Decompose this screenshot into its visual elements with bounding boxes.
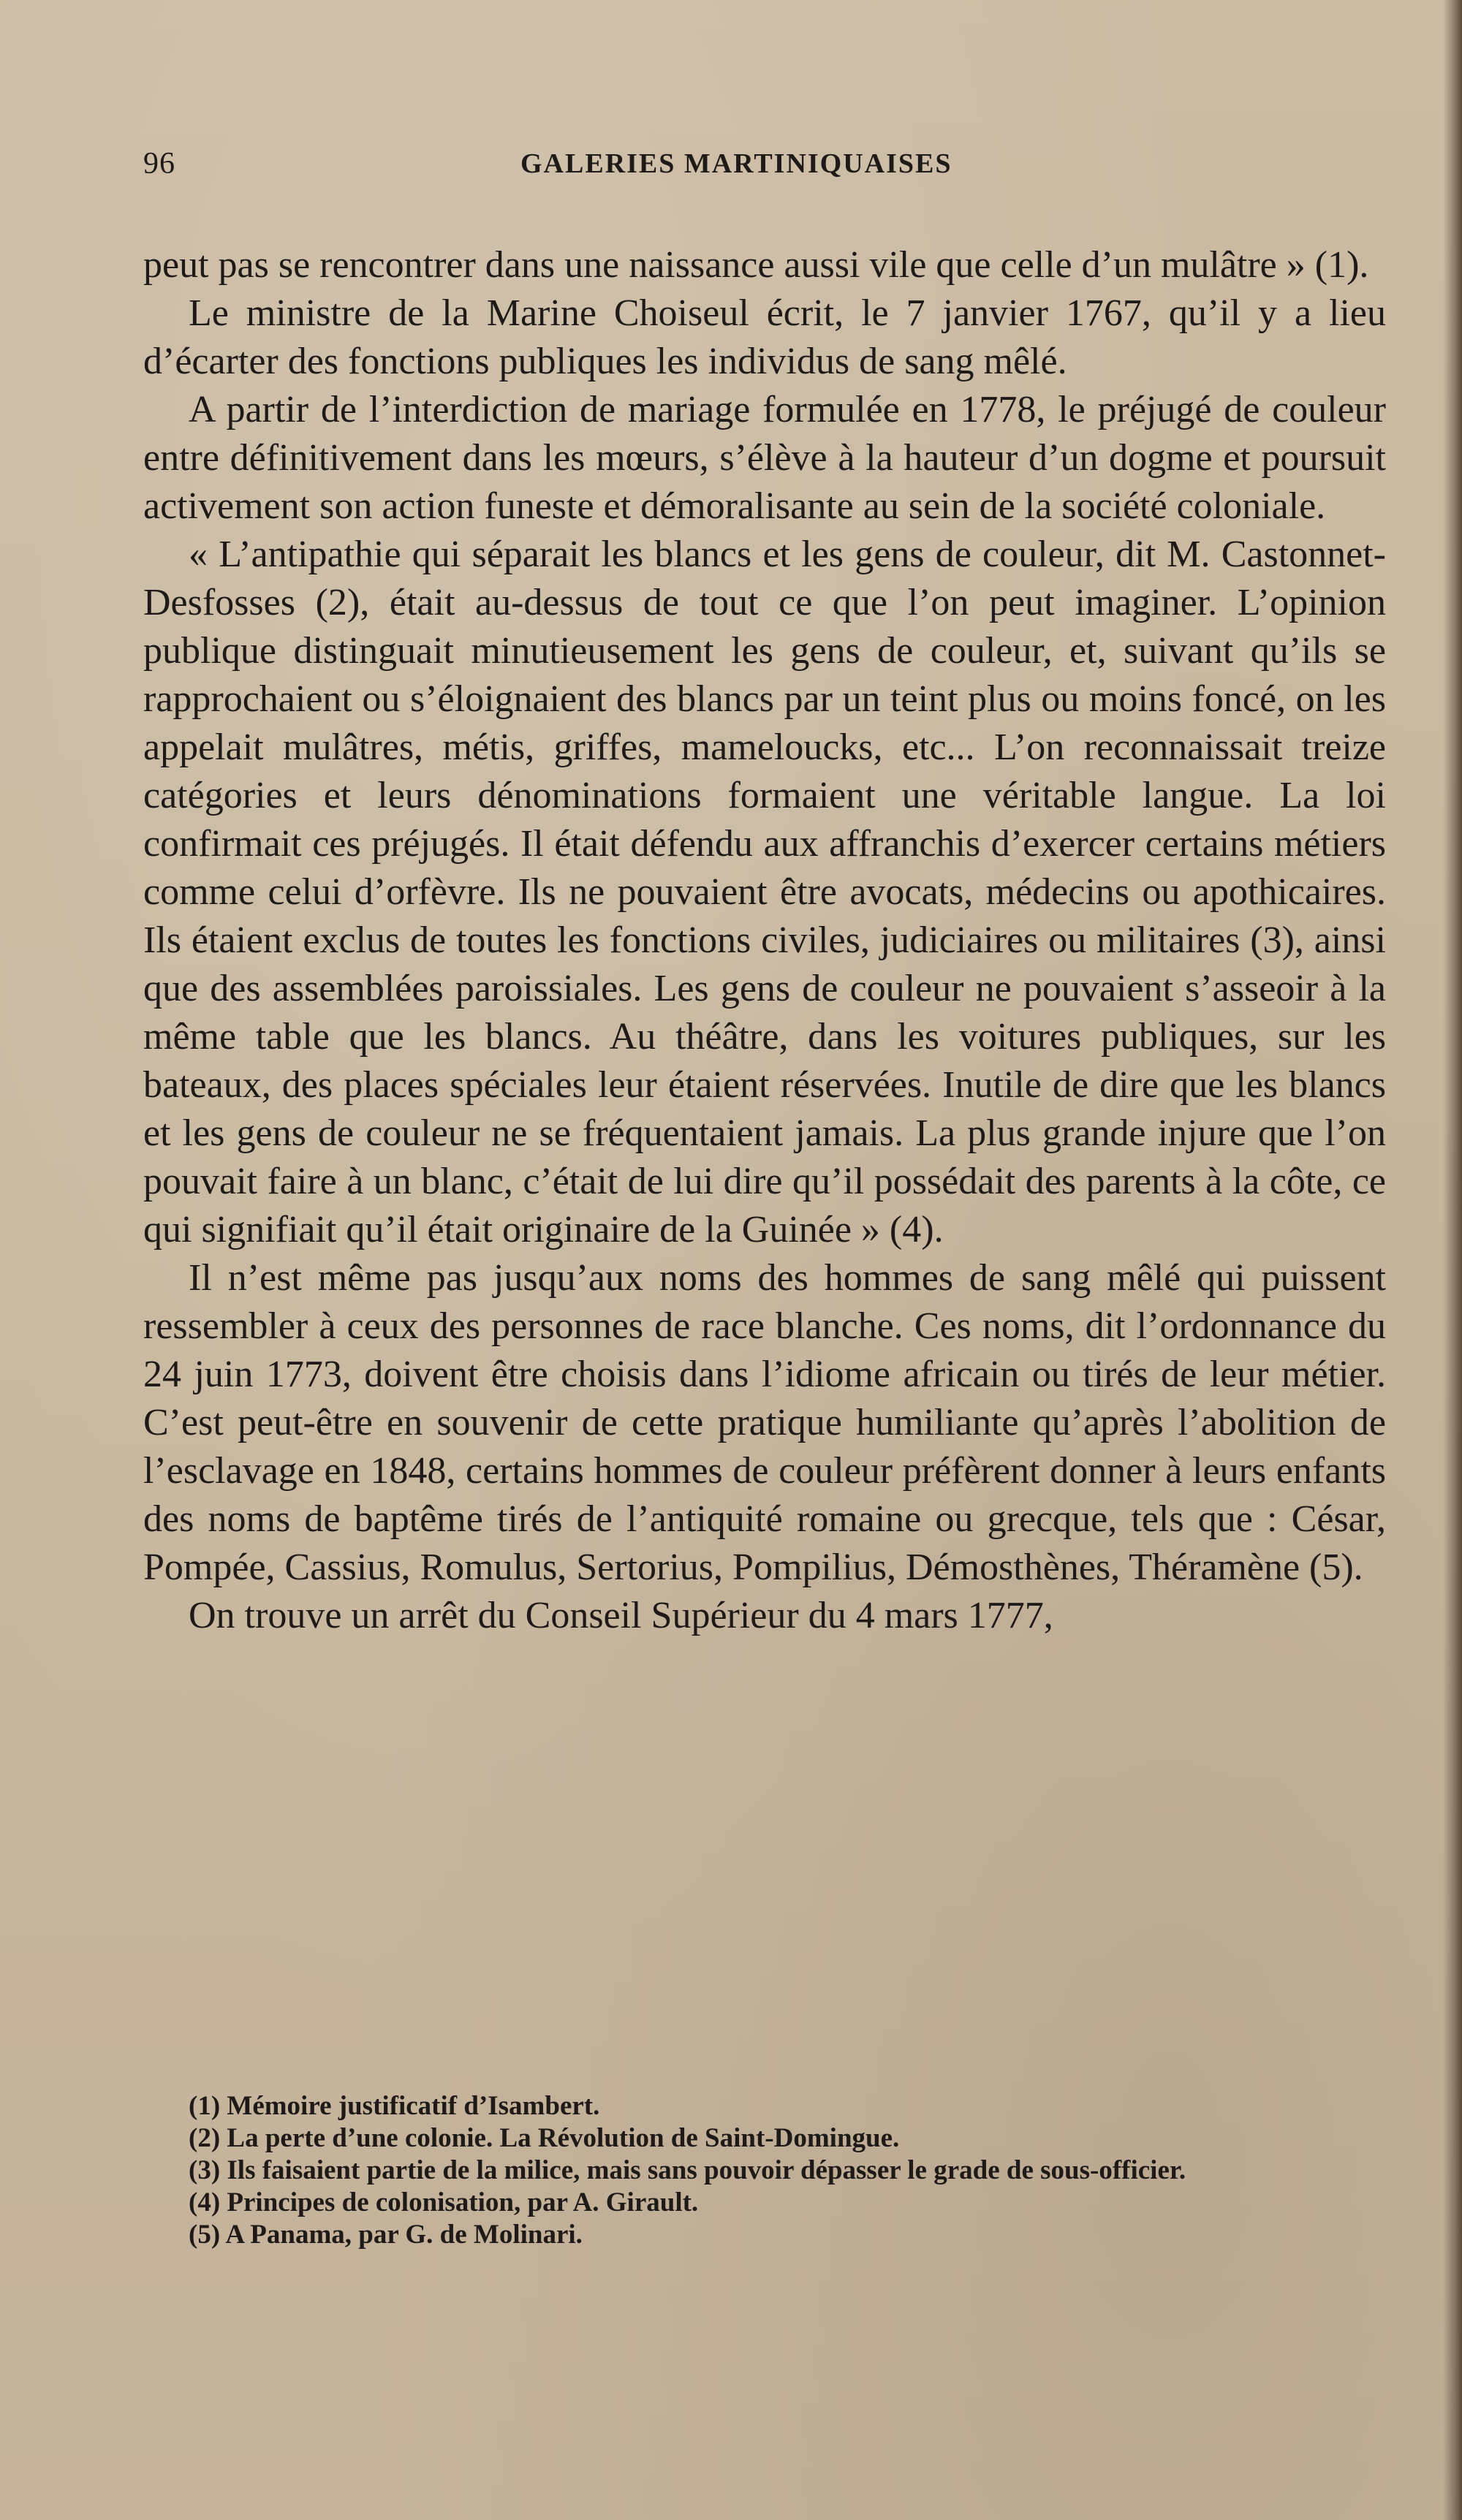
page-number: 96 xyxy=(143,147,175,181)
body-text xyxy=(143,241,1386,1640)
paragraph: A partir de l’interdiction de mariage formulée en 1778, le préjugé de couleur entre définitivement dans les mœurs, s’élève à la hauteur d’un dogme et poursuit activement son action funeste et démoralisante au sein de la société coloniale. xyxy=(143,389,1386,527)
paragraph: peut pas se rencontrer dans une naissance aussi vile que celle d’un mulâtre » (1). xyxy=(143,244,1369,286)
running-title: GALERIES MARTINIQUAISES xyxy=(520,148,952,179)
footnote: (4) Principes de colonisation, par A. Girault. xyxy=(189,2187,699,2217)
paragraph: Le ministre de la Marine Choiseul écrit, le 7 janvier 1767, qu’il y a lieu d’écarter des fonctions publiques les individus de sang mêlé. xyxy=(143,292,1386,382)
footnotes xyxy=(143,2090,1386,2251)
paragraph: On trouve un arrêt du Conseil Supérieur du 4 mars 1777, xyxy=(189,1595,1053,1636)
running-header xyxy=(143,146,1386,190)
paragraph: « L’antipathie qui séparait les blancs et les gens de couleur, dit M. Castonnet-Desfosses (2), était au-dessus de tout ce que l’on peut imaginer. L’opinion publique distinguait minutieusement les gens de couleur, et, suivant qu’ils se rapprochaient ou s’éloignaient des blancs par un teint plus ou moins foncé, on les appelait mulâtres, métis, griffes, mameloucks, etc... L’on reconnaissait treize catégories et leurs dénominations formaient une véritable langue. La loi confirmait ces préjugés. Il était défendu aux affranchis d’exercer certains métiers comme celui d’orfèvre. Ils ne pouvaient être avocats, médecins ou apothicaires. Ils étaient exclus de toutes les fonctions civiles, judiciaires ou militaires (3), ainsi que des assemblées paroissiales. Les gens de couleur ne pouvaient s’asseoir à la même table que les blancs. Au théâtre, dans les voitures publiques, sur les bateaux, des places spéciales leur étaient réservées. Inutile de dire que les blancs et les gens de couleur ne se fréquentaient jamais. La plus grande injure que l’on pouvait faire à un blanc, c’était de lui dire qu’il possédait des parents à la côte, ce qui signifiait qu’il était originaire de la Guinée » (4). xyxy=(143,534,1386,1250)
footnote: (3) Ils faisaient partie de la milice, mais sans pouvoir dépasser le grade de sous-officier. xyxy=(189,2155,1186,2185)
footnote: (1) Mémoire justificatif d’Isambert. xyxy=(189,2091,600,2121)
footnote: (2) La perte d’une colonie. La Révolution de Saint-Domingue. xyxy=(189,2123,900,2153)
page-edge-shadow xyxy=(1443,0,1462,2520)
paragraph: Il n’est même pas jusqu’aux noms des hommes de sang mêlé qui puissent ressembler à ceux des personnes de race blanche. Ces noms, dit l’ordonnance du 24 juin 1773, doivent être choisis dans l’idiome africain ou tirés de leur métier. C’est peut-être en souvenir de cette pratique humiliante qu’après l’abolition de l’esclavage en 1848, certains hommes de couleur préfèrent donner à leurs enfants des noms de baptême tirés de l’antiquité romaine ou grecque, tels que : César, Pompée, Cassius, Romulus, Sertorius, Pompilius, Démosthènes, Théramène (5). xyxy=(143,1257,1386,1588)
footnote: (5) A Panama, par G. de Molinari. xyxy=(189,2220,583,2250)
